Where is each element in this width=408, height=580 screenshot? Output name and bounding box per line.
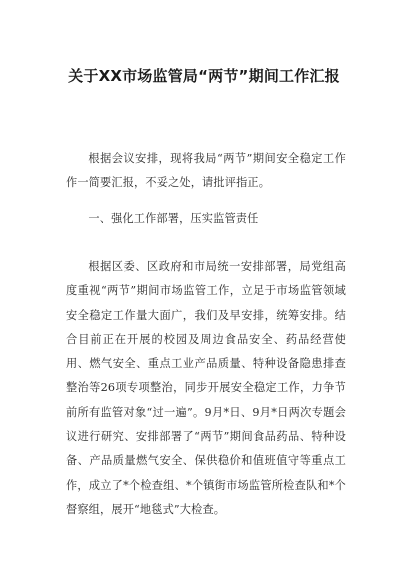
document-title: 关于XX市场监管局“两节”期间工作汇报 — [68, 67, 340, 85]
section-heading: 一、强化工作部署，压实监管责任 — [88, 212, 259, 225]
intro-paragraph: 根据会议安排，现将我局“两节”期间安全稳定工作作一简要汇报，不妥之处，请批评指正。 — [66, 152, 346, 190]
section-body-paragraph: 根据区委、区政府和市局统一安排部署，局党组高度重视“两节”期间市场监管工作，立足于市场监管领域安全稳定工作量大面广，我们及早安排，统筹安排。结合目前正在开展的校园及周边食品安全、药品经营使用、燃气安全、重点工业产品质量、特种设备隐患排查整治等26项专项整治，同步开展安全稳定工作，力争节前所有监管对象“过一遍”。9月*日、9月*日两次专题会议进行研究、安排部署了“两节”期间食品药品、特种设备、产品质量燃气安全、保供稳价和值班值守等重点工作，成立了*个检查组、*个镇街市场监管所检查队和*个督察组，展开“地毯式”大检查。 — [66, 260, 346, 516]
